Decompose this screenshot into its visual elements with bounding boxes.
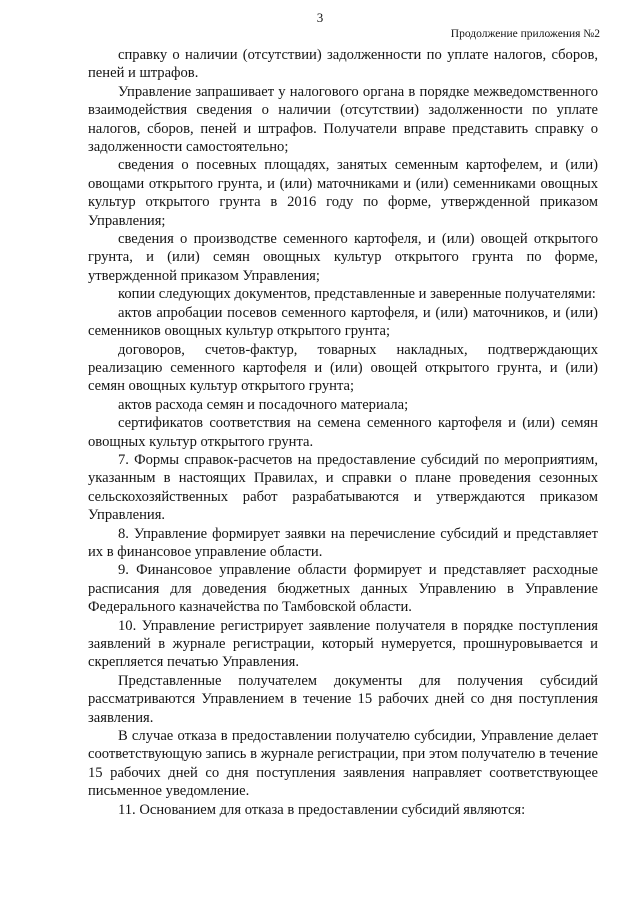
paragraph-item-9: 9. Финансовое управление области формирует и представляет расходные расписания для доведения бюджетных данных Управлению в Управление Федерального казначейства по Тамбовской области. <box>88 562 598 616</box>
paragraph-approbation-acts: актов апробации посевов семенного картофеля, и (или) маточников, и (или) семенников овощных культур открытого грунта; <box>88 304 598 340</box>
paragraph-refusal-notice: В случае отказа в предоставлении получателю субсидии, Управление делает соответствующую запись в журнале регистрации, при этом получателю в течение 15 рабочих дней со дня поступления заявления направляет соответствующее письменное уведомление. <box>88 728 598 800</box>
paragraph-document-copies: копии следующих документов, представленные и заверенные получателями: <box>118 286 596 303</box>
document-body <box>88 46 598 819</box>
paragraph-sown-area-info: сведения о посевных площадях, занятых семенным картофелем, и (или) овощами открытого грунта, и (или) маточниками и (или) семенниками овощных культур открытого грунта в 2016 году по форме, утвержденной приказом Управления; <box>88 157 598 229</box>
paragraph-item-8: 8. Управление формирует заявки на перечисление субсидий и представляет их в финансовое управление области. <box>88 525 598 560</box>
paragraph-production-info: сведения о производстве семенного картофеля, и (или) овощей открытого грунта, и (или) семян овощных культур открытого грунта по форме, утвержденной приказом Управления; <box>88 231 598 284</box>
paragraph-seed-consumption-acts: актов расхода семян и посадочного материала; <box>118 396 409 413</box>
appendix-continuation-note: Продолжение приложения №2 <box>450 28 600 40</box>
paragraph-item-11: 11. Основанием для отказа в предоставлении субсидий являются: <box>118 801 526 818</box>
paragraph-item-10: 10. Управление регистрирует заявление получателя в порядке поступления заявлений в журнале регистрации, который нумеруется, прошнуровывается и скрепляется печатью Управления. <box>88 617 598 671</box>
paragraph-item-7: 7. Формы справок-расчетов на предоставление субсидий по мероприятиям, указанным в настоящих Правилах, и справки о плане проведения сезонных сельскохозяйственных работ разрабатываются и утверждаются приказом Управления. <box>88 451 598 524</box>
paragraph-tax-debt-certificate: справку о наличии (отсутствии) задолженности по уплате налогов, сборов, пеней и штрафов. <box>88 47 598 82</box>
paragraph-review-period: Представленные получателем документы для получения субсидий рассматриваются Управлением в течение 15 рабочих дней со дня поступления заявления. <box>88 672 598 726</box>
paragraph-contracts-invoices: договоров, счетов-фактур, товарных накладных, подтверждающих реализацию семенного картофеля и (или) овощей открытого грунта, и (или) семян овощных культур открытого грунта; <box>88 341 598 395</box>
paragraph-conformity-certificates: сертификатов соответствия на семена семенного картофеля и (или) семян овощных культур открытого грунта. <box>88 415 598 450</box>
paragraph-interagency-request: Управление запрашивает у налогового органа в порядке межведомственного взаимодействия сведения о наличии (отсутствии) задолженности по уплате налогов, сборов, пеней и штрафов. Получатели вправе представить справку о задолженности самостоятельно; <box>88 83 598 156</box>
page-number: 3 <box>316 10 324 25</box>
